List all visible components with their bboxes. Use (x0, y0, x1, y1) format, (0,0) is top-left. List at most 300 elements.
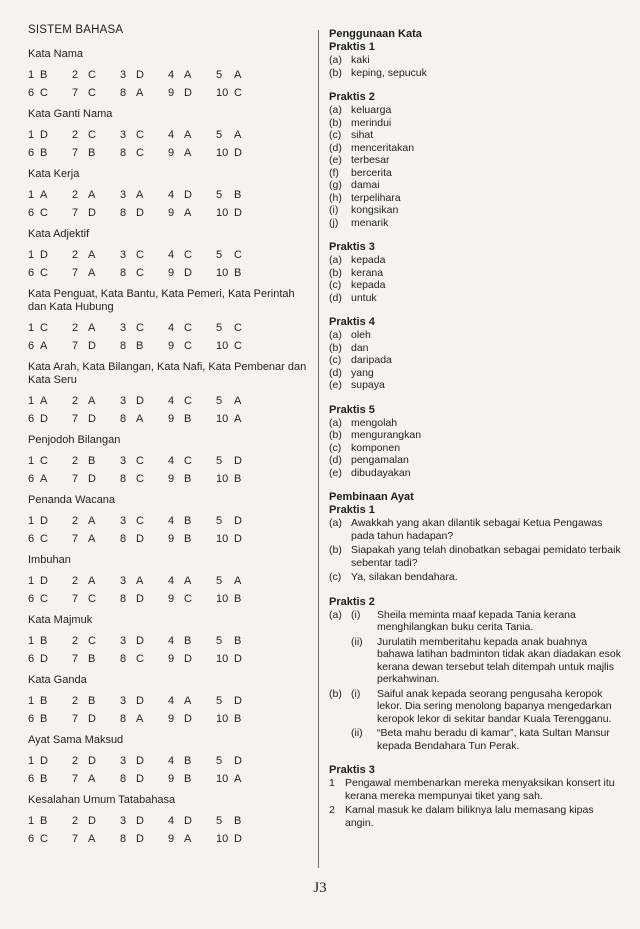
question-number: 10 (216, 713, 229, 725)
question-number: 7 (72, 267, 79, 279)
answer-letter: A (184, 575, 192, 587)
answer-letter: C (40, 833, 48, 845)
answer-item (329, 129, 621, 142)
question-number: 1 (28, 129, 35, 141)
question-number: 9 (168, 147, 175, 159)
item-label: (c) (329, 279, 342, 291)
answer-letter: B (184, 515, 192, 527)
answer-letter: C (234, 87, 242, 99)
answer-item (329, 54, 621, 67)
question-number: 2 (72, 755, 79, 767)
answer-letter: C (88, 593, 96, 605)
question-number: 4 (168, 129, 175, 141)
item-text: Awakkah yang akan dilantik sebagai Ketua Pengawas pada tahun hadapan? (351, 517, 603, 542)
answer-item (329, 117, 621, 130)
answer-row (28, 264, 310, 282)
answer-letter: A (184, 207, 192, 219)
sentence-item (329, 544, 621, 569)
question-number: 3 (120, 322, 127, 334)
question-number: 10 (216, 593, 229, 605)
answer-letter: C (234, 249, 242, 261)
answer-letter: B (234, 593, 242, 605)
column-divider (318, 30, 319, 868)
sentence-a-i: (a) (i) Sheila meminta maaf kepada Tania kerana menghilangkan buku cerita Tania. (329, 608, 576, 633)
answer-letter: B (184, 755, 192, 767)
praktis-title: Praktis 1 (329, 41, 375, 53)
question-number: 6 (28, 340, 35, 352)
praktis-title: Praktis 3 (329, 764, 375, 776)
answer-letter: A (184, 147, 192, 159)
answer-row (28, 590, 310, 608)
answer-letter: D (40, 755, 48, 767)
sentence-item (329, 517, 621, 542)
question-number: 7 (72, 147, 79, 159)
question-number: 8 (120, 773, 127, 785)
pembinaan-praktis-3 (329, 764, 621, 829)
item-text: oleh (351, 329, 371, 341)
question-number: 9 (168, 653, 175, 665)
question-number: 9 (168, 533, 175, 545)
answer-row (28, 392, 310, 410)
answer-letter: D (136, 815, 144, 827)
answer-letter: D (184, 189, 192, 201)
question-number: 9 (168, 773, 175, 785)
praktis-title: Praktis 4 (329, 316, 375, 328)
answer-item (329, 292, 621, 305)
question-number: 2 (72, 129, 79, 141)
answer-letter: A (136, 189, 144, 201)
answer-letter: D (136, 695, 144, 707)
question-number: 10 (216, 533, 229, 545)
answer-item (329, 429, 621, 442)
praktis-block (329, 404, 621, 480)
answer-letter: A (136, 575, 144, 587)
answer-section (28, 361, 310, 428)
item-text: bercerita (351, 166, 392, 179)
item-label: (b) (329, 66, 342, 79)
answer-section (28, 674, 310, 728)
answer-row (28, 770, 310, 788)
question-number: 9 (168, 413, 175, 425)
pembinaan-praktis-2 (329, 596, 621, 753)
item-text: keping, sepucuk (351, 66, 427, 79)
answer-letter: A (40, 340, 48, 352)
item-text: Pengawal membenarkan mereka menyaksikan konsert itu kerana mereka mempunyai tiket yang sah. (345, 777, 615, 802)
answer-letter: D (234, 515, 242, 527)
answer-letter: C (136, 653, 144, 665)
item-text: kerana (351, 266, 384, 279)
item-label: (b) (329, 341, 342, 354)
question-number: 1 (28, 635, 35, 647)
question-number: 5 (216, 635, 223, 647)
answer-letter: A (234, 395, 242, 407)
item-text: dan (351, 341, 369, 354)
penggunaan-kata-heading: Penggunaan Kata (329, 28, 422, 40)
item-label: (e) (329, 154, 342, 166)
answer-letter: C (136, 129, 144, 141)
answer-letter: B (136, 340, 144, 352)
answer-letter: A (184, 695, 192, 707)
question-number: 10 (216, 340, 229, 352)
section-title: Kata Kerja (28, 168, 80, 180)
answer-section (28, 48, 310, 102)
question-number: 5 (216, 69, 223, 81)
answer-letter: D (136, 69, 144, 81)
item-label: (a) (329, 416, 342, 429)
item-label: (c) (329, 129, 342, 141)
answer-letter: B (184, 533, 192, 545)
question-number: 3 (120, 189, 127, 201)
question-number: 1 (28, 695, 35, 707)
item-text: kongsikan (351, 204, 399, 216)
answer-letter: A (88, 533, 96, 545)
answer-letter: D (234, 207, 242, 219)
answer-row (28, 410, 310, 428)
section-title: Kata Adjektif (28, 228, 90, 240)
answer-row (28, 512, 310, 530)
answer-row (28, 66, 310, 84)
answer-row (28, 650, 310, 668)
question-number: 5 (216, 515, 223, 527)
answer-letter: C (88, 87, 96, 99)
answer-item (329, 192, 621, 205)
item-label: (c) (329, 354, 342, 366)
section-title: Penjodoh Bilangan (28, 434, 121, 446)
question-number: 8 (120, 413, 127, 425)
item-label: (d) (329, 366, 342, 379)
question-number: 8 (120, 267, 127, 279)
praktis-block (329, 41, 621, 79)
question-number: 3 (120, 695, 127, 707)
question-number: 4 (168, 395, 175, 407)
answer-letter: D (234, 533, 242, 545)
question-number: 4 (168, 515, 175, 527)
answer-section (28, 168, 310, 222)
question-number: 9 (168, 340, 175, 352)
answer-section (28, 288, 310, 355)
sentence-a-ii: (ii) Jurulatih memberitahu kepada anak buahnya bahawa latihan badminton tidak akan diadakan esok kerana dewan tersebut telah ditempah untuk majlis perkahwinan. (351, 635, 622, 685)
answer-letter: B (234, 713, 242, 725)
answer-letter: C (136, 249, 144, 261)
answer-item (329, 217, 621, 230)
answer-letter: B (40, 815, 48, 827)
answer-letter: C (88, 635, 96, 647)
question-number: 4 (168, 575, 175, 587)
answer-letter: D (88, 340, 96, 352)
section-title: Kata Majmuk (28, 614, 93, 626)
sentence-item (329, 571, 621, 584)
answer-row (28, 572, 310, 590)
answer-letter: A (40, 395, 48, 407)
question-number: 1 (28, 322, 35, 334)
question-number: 2 (72, 695, 79, 707)
item-label: (d) (329, 141, 342, 154)
answer-letter: D (40, 413, 48, 425)
answer-letter: A (234, 413, 242, 425)
answer-letter: D (234, 147, 242, 159)
answer-letter: D (88, 713, 96, 725)
question-number: 7 (72, 833, 79, 845)
answer-letter: D (184, 653, 192, 665)
pembinaan-praktis-1 (329, 504, 621, 584)
answer-letter: B (40, 635, 48, 647)
answer-row (28, 319, 310, 337)
item-text: sihat (351, 129, 374, 141)
answer-letter: B (234, 473, 242, 485)
question-number: 10 (216, 833, 229, 845)
answer-letter: C (136, 515, 144, 527)
answer-letter: C (40, 207, 48, 219)
question-number: 6 (28, 207, 35, 219)
section-title: Penanda Wacana (28, 494, 116, 506)
answer-letter: A (184, 833, 192, 845)
item-text: terpelihara (351, 191, 401, 204)
question-number: 1 (28, 455, 35, 467)
answer-letter: B (234, 815, 242, 827)
answer-row (28, 830, 310, 848)
item-label: (d) (329, 454, 342, 466)
sentence-item (329, 777, 621, 802)
item-text: menarik (351, 216, 389, 229)
question-number: 2 (72, 69, 79, 81)
answer-row (28, 530, 310, 548)
answer-section (28, 228, 310, 282)
item-label: (a) (329, 254, 342, 266)
question-number: 8 (120, 593, 127, 605)
question-number: 10 (216, 207, 229, 219)
answer-letter: A (136, 413, 144, 425)
question-number: 7 (72, 713, 79, 725)
answer-row (28, 144, 310, 162)
answer-item (329, 379, 621, 392)
answer-letter: C (40, 533, 48, 545)
question-number: 3 (120, 815, 127, 827)
question-number: 3 (120, 395, 127, 407)
answer-letter: D (136, 533, 144, 545)
praktis-title: Praktis 5 (329, 403, 375, 416)
question-number: 10 (216, 413, 229, 425)
answer-row (28, 470, 310, 488)
answer-letter: C (136, 322, 144, 334)
answer-letter: A (88, 249, 96, 261)
item-text: Siapakah yang telah dinobatkan sebagai pemidato terbaik sebentar tadi? (351, 544, 621, 569)
question-number: 5 (216, 129, 223, 141)
question-number: 4 (168, 755, 175, 767)
question-number: 7 (72, 340, 79, 352)
item-label: (i) (329, 204, 339, 216)
question-number: 6 (28, 713, 35, 725)
answer-letter: C (40, 322, 48, 334)
question-number: 9 (168, 207, 175, 219)
answer-letter: B (88, 455, 96, 467)
answer-item (329, 67, 621, 80)
question-number: 5 (216, 249, 223, 261)
answer-section (28, 734, 310, 788)
question-number: 4 (168, 249, 175, 261)
section-title: Kata Ganda (28, 674, 87, 686)
question-number: 7 (72, 87, 79, 99)
sentence-item (329, 804, 621, 829)
question-number: 7 (72, 593, 79, 605)
answer-letter: C (184, 593, 192, 605)
question-number: 3 (120, 635, 127, 647)
question-number: 1 (28, 189, 35, 201)
item-text: keluarga (351, 104, 392, 116)
answer-letter: D (234, 455, 242, 467)
question-number: 9 (168, 87, 175, 99)
answer-letter: A (234, 129, 242, 141)
answer-letter: A (88, 515, 96, 527)
section-title: Kata Ganti Nama (28, 108, 113, 120)
item-text: mengolah (351, 416, 398, 429)
question-number: 3 (120, 129, 127, 141)
answer-letter: A (88, 575, 96, 587)
question-number: 2 (72, 249, 79, 261)
answer-letter: A (234, 575, 242, 587)
pembinaan-ayat-heading: Pembinaan Ayat (329, 491, 414, 503)
answer-item (329, 267, 621, 280)
praktis-block (329, 316, 621, 392)
item-label: (b) (329, 116, 342, 129)
answer-section (28, 494, 310, 548)
item-label: (a) (329, 517, 342, 529)
question-number: 6 (28, 773, 35, 785)
question-number: 2 (72, 395, 79, 407)
item-label: (a) (329, 54, 342, 66)
item-text: kepada (351, 279, 386, 291)
item-text: Ya, silakan bendahara. (351, 571, 458, 583)
answer-section (28, 108, 310, 162)
question-number: 6 (28, 413, 35, 425)
praktis-block (329, 91, 621, 229)
question-number: 4 (168, 69, 175, 81)
question-number: 6 (28, 147, 35, 159)
question-number: 7 (72, 207, 79, 219)
question-number: 4 (168, 189, 175, 201)
answer-item (329, 154, 621, 167)
answer-letter: B (184, 773, 192, 785)
right-column (329, 28, 621, 841)
question-number: 7 (72, 473, 79, 485)
left-column (28, 24, 310, 854)
answer-item (329, 254, 621, 267)
answer-letter: D (184, 713, 192, 725)
answer-letter: D (40, 653, 48, 665)
answer-letter: B (40, 713, 48, 725)
answer-row (28, 812, 310, 830)
item-label: (g) (329, 179, 342, 191)
answer-letter: C (234, 340, 242, 352)
question-number: 7 (72, 533, 79, 545)
answer-section (28, 794, 310, 848)
question-number: 4 (168, 455, 175, 467)
praktis-title: Praktis 2 (329, 595, 375, 608)
answer-item (329, 279, 621, 292)
answer-row (28, 204, 310, 222)
answer-sections (28, 48, 310, 848)
answer-letter: A (88, 773, 96, 785)
answer-letter: B (40, 147, 48, 159)
question-number: 10 (216, 87, 229, 99)
question-number: 9 (168, 713, 175, 725)
answer-letter: D (234, 833, 242, 845)
section-title: Imbuhan (28, 554, 71, 566)
question-number: 5 (216, 755, 223, 767)
question-number: 7 (72, 413, 79, 425)
answer-letter: A (40, 473, 48, 485)
answer-letter: B (40, 69, 48, 81)
answer-letter: D (136, 593, 144, 605)
item-label: (e) (329, 379, 342, 391)
answer-letter: B (40, 773, 48, 785)
question-number: 9 (168, 593, 175, 605)
question-number: 7 (72, 653, 79, 665)
question-number: 1 (28, 815, 35, 827)
answer-letter: C (136, 455, 144, 467)
praktis-title: Praktis 1 (329, 504, 375, 516)
answer-item (329, 142, 621, 155)
answer-letter: C (88, 129, 96, 141)
question-number: 6 (28, 833, 35, 845)
question-number: 5 (216, 189, 223, 201)
item-text: merindui (351, 116, 392, 129)
sentence-b-ii: (ii) “Beta mahu beradu di kamar”, kata Sultan Mansur kepada Bendahara Tun Perak. (351, 727, 610, 752)
item-text: daripada (351, 354, 392, 366)
answer-item (329, 204, 621, 217)
question-number: 2 (72, 515, 79, 527)
answer-row (28, 246, 310, 264)
praktis-title: Praktis 3 (329, 241, 375, 253)
page-title: SISTEM BAHASA (28, 24, 124, 36)
answer-letter: C (184, 340, 192, 352)
answer-row (28, 452, 310, 470)
question-number: 2 (72, 575, 79, 587)
sentence-b-i: (b) (i) Saiful anak kepada seorang pengusaha keropok lekor. Dia sering menolong bapanya mengedarkan keropok lekor di sekitar bandar Kuala Terengganu. (329, 687, 612, 725)
question-number: 3 (120, 249, 127, 261)
answer-letter: B (88, 147, 96, 159)
answer-item (329, 104, 621, 117)
answer-row (28, 126, 310, 144)
answer-row (28, 752, 310, 770)
question-number: 1 (28, 575, 35, 587)
item-label: (j) (329, 216, 339, 229)
section-title: Kata Arah, Kata Bilangan, Kata Nafi, Kata Pembenar dan Kata Seru (28, 361, 307, 386)
item-text: yang (351, 366, 374, 379)
answer-letter: D (234, 755, 242, 767)
answer-item (329, 329, 621, 342)
section-title: Ayat Sama Maksud (28, 734, 124, 746)
question-number: 10 (216, 267, 229, 279)
answer-letter: B (88, 653, 96, 665)
item-label: (b) (329, 429, 342, 441)
question-number: 10 (216, 473, 229, 485)
item-text: kaki (351, 54, 370, 66)
answer-letter: A (88, 833, 96, 845)
question-number: 7 (72, 773, 79, 785)
answer-letter: C (184, 249, 192, 261)
item-text: terbesar (351, 154, 390, 166)
question-number: 8 (120, 340, 127, 352)
question-number: 2 (72, 815, 79, 827)
answer-letter: D (234, 695, 242, 707)
answer-letter: A (184, 69, 192, 81)
item-text: damai (351, 179, 380, 191)
question-number: 6 (28, 593, 35, 605)
answer-letter: C (40, 455, 48, 467)
answer-letter: C (184, 322, 192, 334)
answer-letter: C (234, 322, 242, 334)
answer-letter: C (40, 593, 48, 605)
